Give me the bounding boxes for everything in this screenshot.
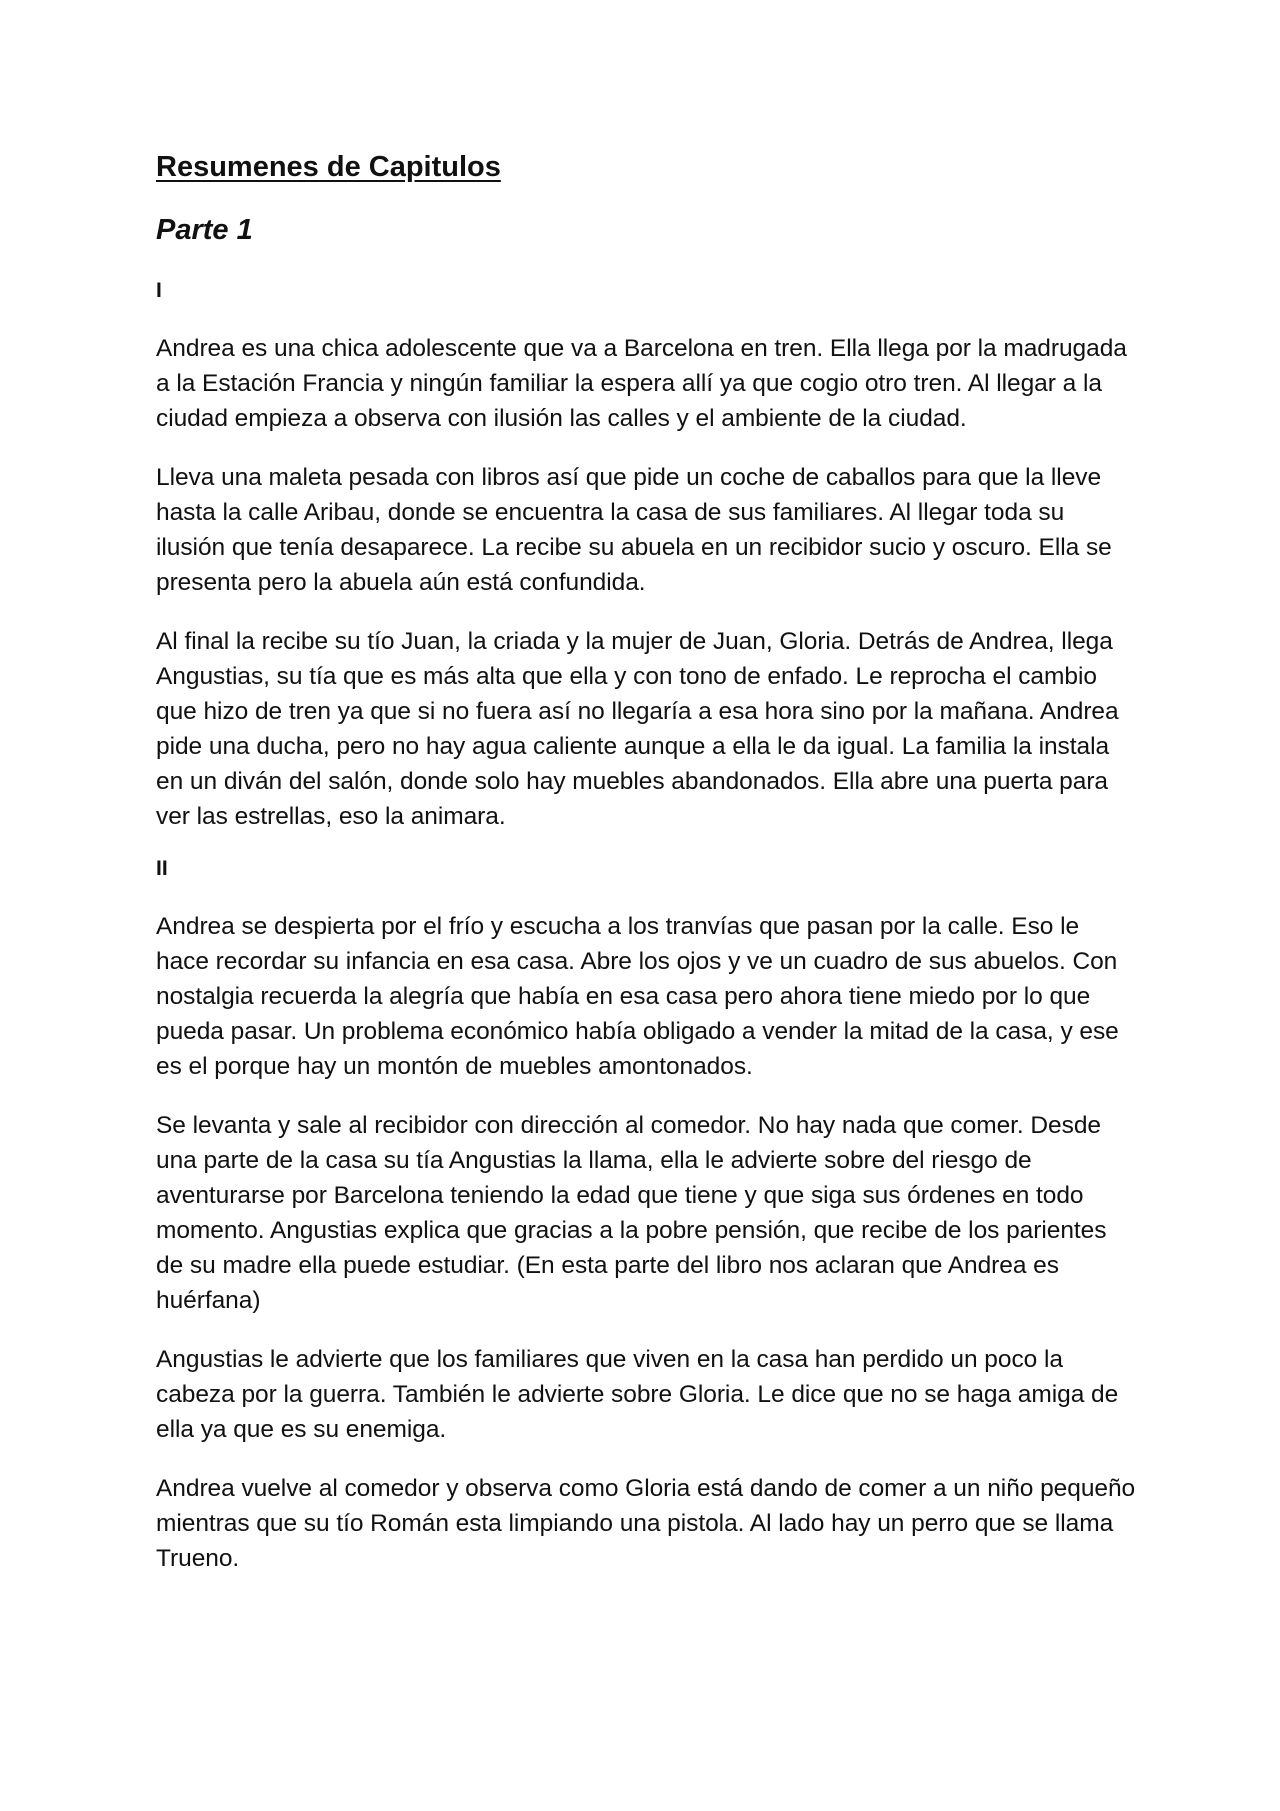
- chapter-section: [156, 278, 1136, 834]
- paragraph: Andrea se despierta por el frío y escucha a los tranvías que pasan por la calle. Eso le hace recordar su infancia en esa casa. Abre los ojos y ve un cuadro de sus abuelos. Con nostalgia recuerda la alegría que había en esa casa pero ahora tiene miedo por lo que pueda pasar. Un problema económico había obligado a vender la mitad de la casa, y ese es el porque hay un montón de muebles amontonados.: [156, 912, 1119, 1080]
- paragraph: Andrea es una chica adolescente que va a Barcelona en tren. Ella llega por la madrugada a la Estación Francia y ningún familiar la espera allí ya que cogio otro tren. Al llegar a la ciudad empieza a observa con ilusión las calles y el ambiente de la ciudad.: [156, 334, 1127, 432]
- paragraph: Angustias le advierte que los familiares que viven en la casa han perdido un poco la cabeza por la guerra. También le advierte sobre Gloria. Le dice que no se haga amiga de ella ya que es su enemiga.: [156, 1345, 1119, 1443]
- chapter-heading: II: [156, 856, 168, 880]
- paragraph: Al final la recibe su tío Juan, la criada y la mujer de Juan, Gloria. Detrás de Andrea, llega Angustias, su tía que es más alta que ella y con tono de enfado. Le reprocha el cambio que hizo de tren ya que si no fuera así no llegaría a esa hora sino por la mañana. Andrea pide una ducha, pero no hay agua caliente aunque a ella le da igual. La familia la instala en un diván del salón, donde solo hay muebles abandonados. Ella abre una puerta para ver las estrellas, eso la animara.: [156, 627, 1119, 830]
- chapter-heading: I: [156, 278, 162, 302]
- paragraph: Andrea vuelve al comedor y observa como Gloria está dando de comer a un niño pequeño mientras que su tío Román esta limpiando una pistola. Al lado hay un perro que se llama Trueno.: [156, 1474, 1136, 1572]
- document-body: [156, 150, 1136, 1576]
- document-title: Resumenes de Capitulos: [156, 151, 501, 183]
- paragraph: Lleva una maleta pesada con libros así que pide un coche de caballos para que la lleve hasta la calle Aribau, donde se encuentra la casa de sus familiares. Al llegar toda su ilusión que tenía desaparece. La recibe su abuela en un recibidor sucio y oscuro. Ella se presenta pero la abuela aún está confundida.: [156, 463, 1112, 596]
- chapter-section: [156, 856, 1136, 1576]
- paragraph: Se levanta y sale al recibidor con dirección al comedor. No hay nada que comer. Desde una parte de la casa su tía Angustias la llama, ella le advierte sobre del riesgo de aventurarse por Barcelona teniendo la edad que tiene y que siga sus órdenes en todo momento. Angustias explica que gracias a la pobre pensión, que recibe de los parientes de su madre ella puede estudiar. (En esta parte del libro nos aclaran que Andrea es huérfana): [156, 1111, 1107, 1314]
- part-heading: Parte 1: [156, 213, 253, 246]
